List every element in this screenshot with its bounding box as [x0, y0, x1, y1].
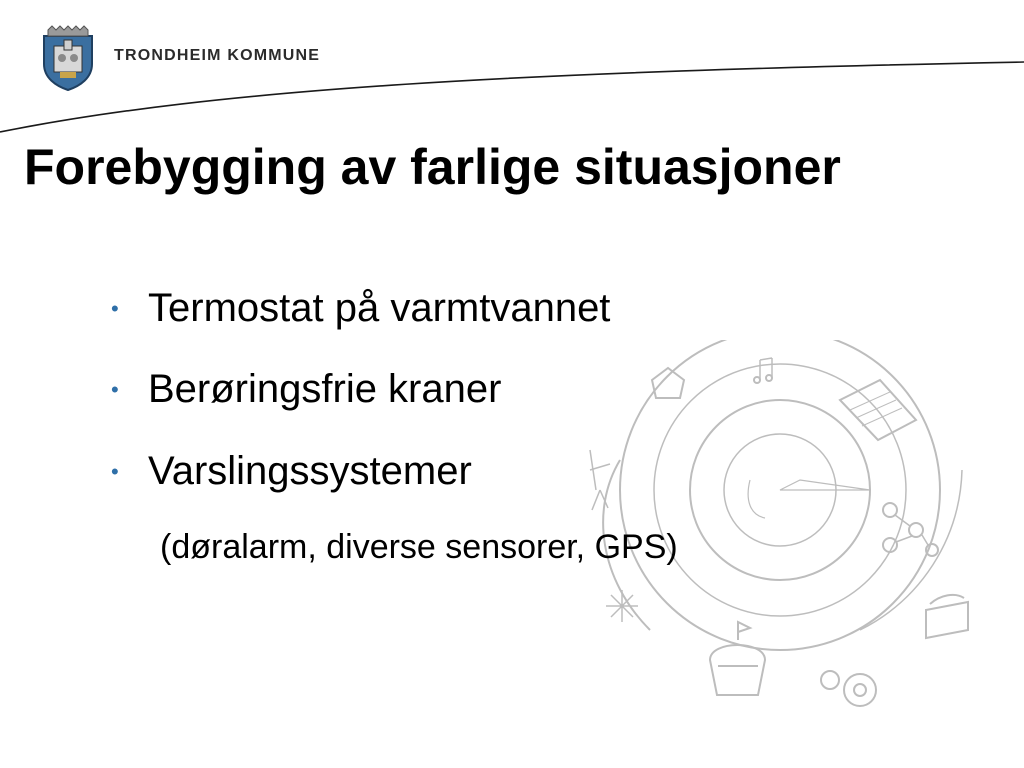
slide-title: Forebygging av farlige situasjoner — [24, 139, 841, 195]
bullet-text: Berøringsfrie kraner — [148, 367, 502, 411]
coat-of-arms-icon — [40, 24, 96, 92]
header-divider-curve — [0, 0, 1024, 140]
bullet-icon: • — [111, 296, 119, 321]
list-item — [111, 367, 502, 411]
bullet-text: Varslingssystemer — [148, 449, 472, 493]
list-item — [111, 286, 611, 330]
bullet-subnote: (døralarm, diverse sensorer, GPS) — [160, 528, 678, 566]
list-item — [111, 449, 472, 493]
bullet-icon: • — [111, 377, 119, 402]
org-name: TRONDHEIM KOMMUNE — [114, 47, 321, 64]
bullet-icon: • — [111, 459, 119, 484]
bullet-text: Termostat på varmtvannet — [148, 286, 611, 330]
